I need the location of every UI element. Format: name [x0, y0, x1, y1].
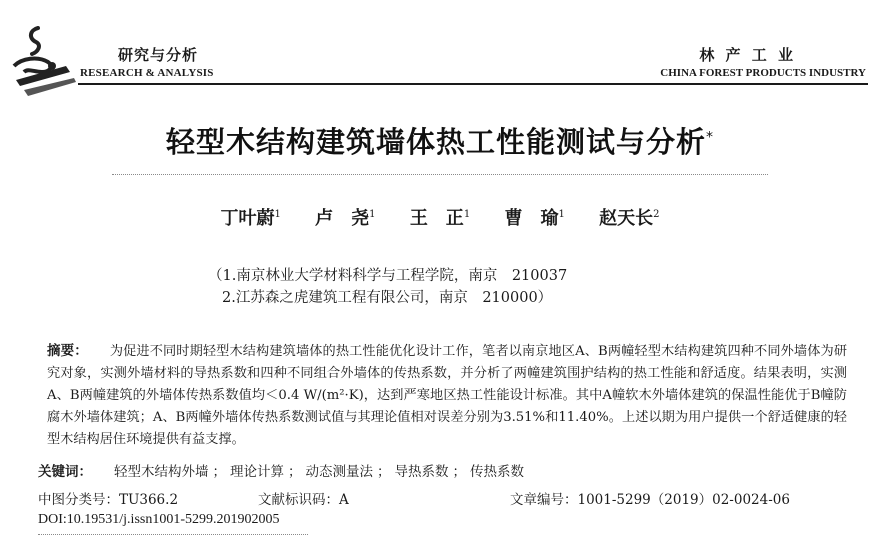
author-affil-mark: 1 — [369, 209, 376, 220]
keyword: 轻型木结构外墙 — [114, 464, 209, 480]
author-name: 曹 瑜 — [504, 208, 559, 229]
keyword-separator: ； — [377, 464, 391, 480]
paper-title-text: 轻型木结构建筑墙体热工性能测试与分析 — [165, 125, 706, 159]
section-title-en: RESEARCH & ANALYSIS — [80, 67, 214, 79]
author — [504, 208, 564, 229]
author — [221, 208, 281, 229]
affiliation-2: 2.江苏森之虎建筑工程有限公司，南京 210000） — [222, 290, 553, 306]
author-affil-mark: 2 — [653, 209, 660, 220]
keyword-separator: ； — [288, 464, 302, 480]
author-affil-mark: 1 — [274, 209, 281, 220]
journal-name-cn: 林 产 工 业 — [699, 46, 796, 64]
author-affil-mark: 1 — [463, 209, 471, 220]
keyword-separator: ； — [212, 464, 226, 480]
title-divider — [112, 174, 768, 175]
keyword: 动态测量法 — [305, 464, 373, 480]
document-code: 文献标识码：A — [258, 492, 349, 508]
author-name: 王 正 — [409, 208, 464, 229]
journal-logo-icon — [8, 22, 78, 104]
author — [410, 208, 470, 229]
section-title-cn: 研究与分析 — [118, 46, 199, 64]
clc-number: 中图分类号：TU366.2 — [38, 492, 179, 508]
header-divider — [78, 83, 868, 85]
author-name: 卢 尧 — [315, 208, 370, 229]
keyword: 传热系数 — [470, 464, 524, 480]
doi[interactable]: DOI:10.19531/j.issn1001-5299.201902005 — [38, 512, 280, 527]
keywords — [38, 460, 524, 480]
author — [599, 208, 659, 229]
keywords-label: 关键词： — [38, 464, 92, 480]
doi-underline — [38, 534, 308, 535]
author-name: 赵天长 — [599, 208, 654, 229]
keyword: 理论计算 — [230, 464, 284, 480]
author-list — [0, 204, 880, 230]
title-footnote-mark: * — [706, 129, 714, 146]
author-affil-mark: 1 — [558, 209, 565, 220]
article-number: 文章编号：1001-5299（2019）02-0024-06 — [510, 492, 790, 508]
abstract — [47, 340, 847, 451]
keyword-separator: ； — [452, 464, 466, 480]
abstract-text: 为促进不同时期轻型木结构建筑墙体的热工性能优化设计工作，笔者以南京地区A、B两幢轻型木结构建筑四种不同外墙体为研究对象，实测外墙材料的导热系数和四种不同组合外墙体的传热系数，并分析了两幢建筑围护结构的热工性能和舒适度。结果表明，实测A、B两幢建筑的外墙体传热系数值均＜0.4 W/(m²·K)，达到严寒地区热工性能设计标准。其中A幢软木外墙体建筑的保温性能优于B幢防腐木外墙体建筑；A、B两幢外墙体传热系数测试值与其理论值相对误差分别为3.51%和11.40%。上述以期为用户提供一个舒适健康的轻型木结构居住环境提供有益支撑。 — [47, 344, 848, 447]
paper-title — [0, 120, 880, 161]
author — [315, 208, 375, 229]
author-name: 丁叶蔚 — [220, 208, 275, 229]
affiliation-1: （1.南京林业大学材料科学与工程学院，南京 210037 — [208, 268, 568, 284]
abstract-label: 摘要： — [47, 343, 88, 359]
journal-name-en: CHINA FOREST PRODUCTS INDUSTRY — [660, 67, 866, 79]
keyword: 导热系数 — [394, 464, 449, 480]
